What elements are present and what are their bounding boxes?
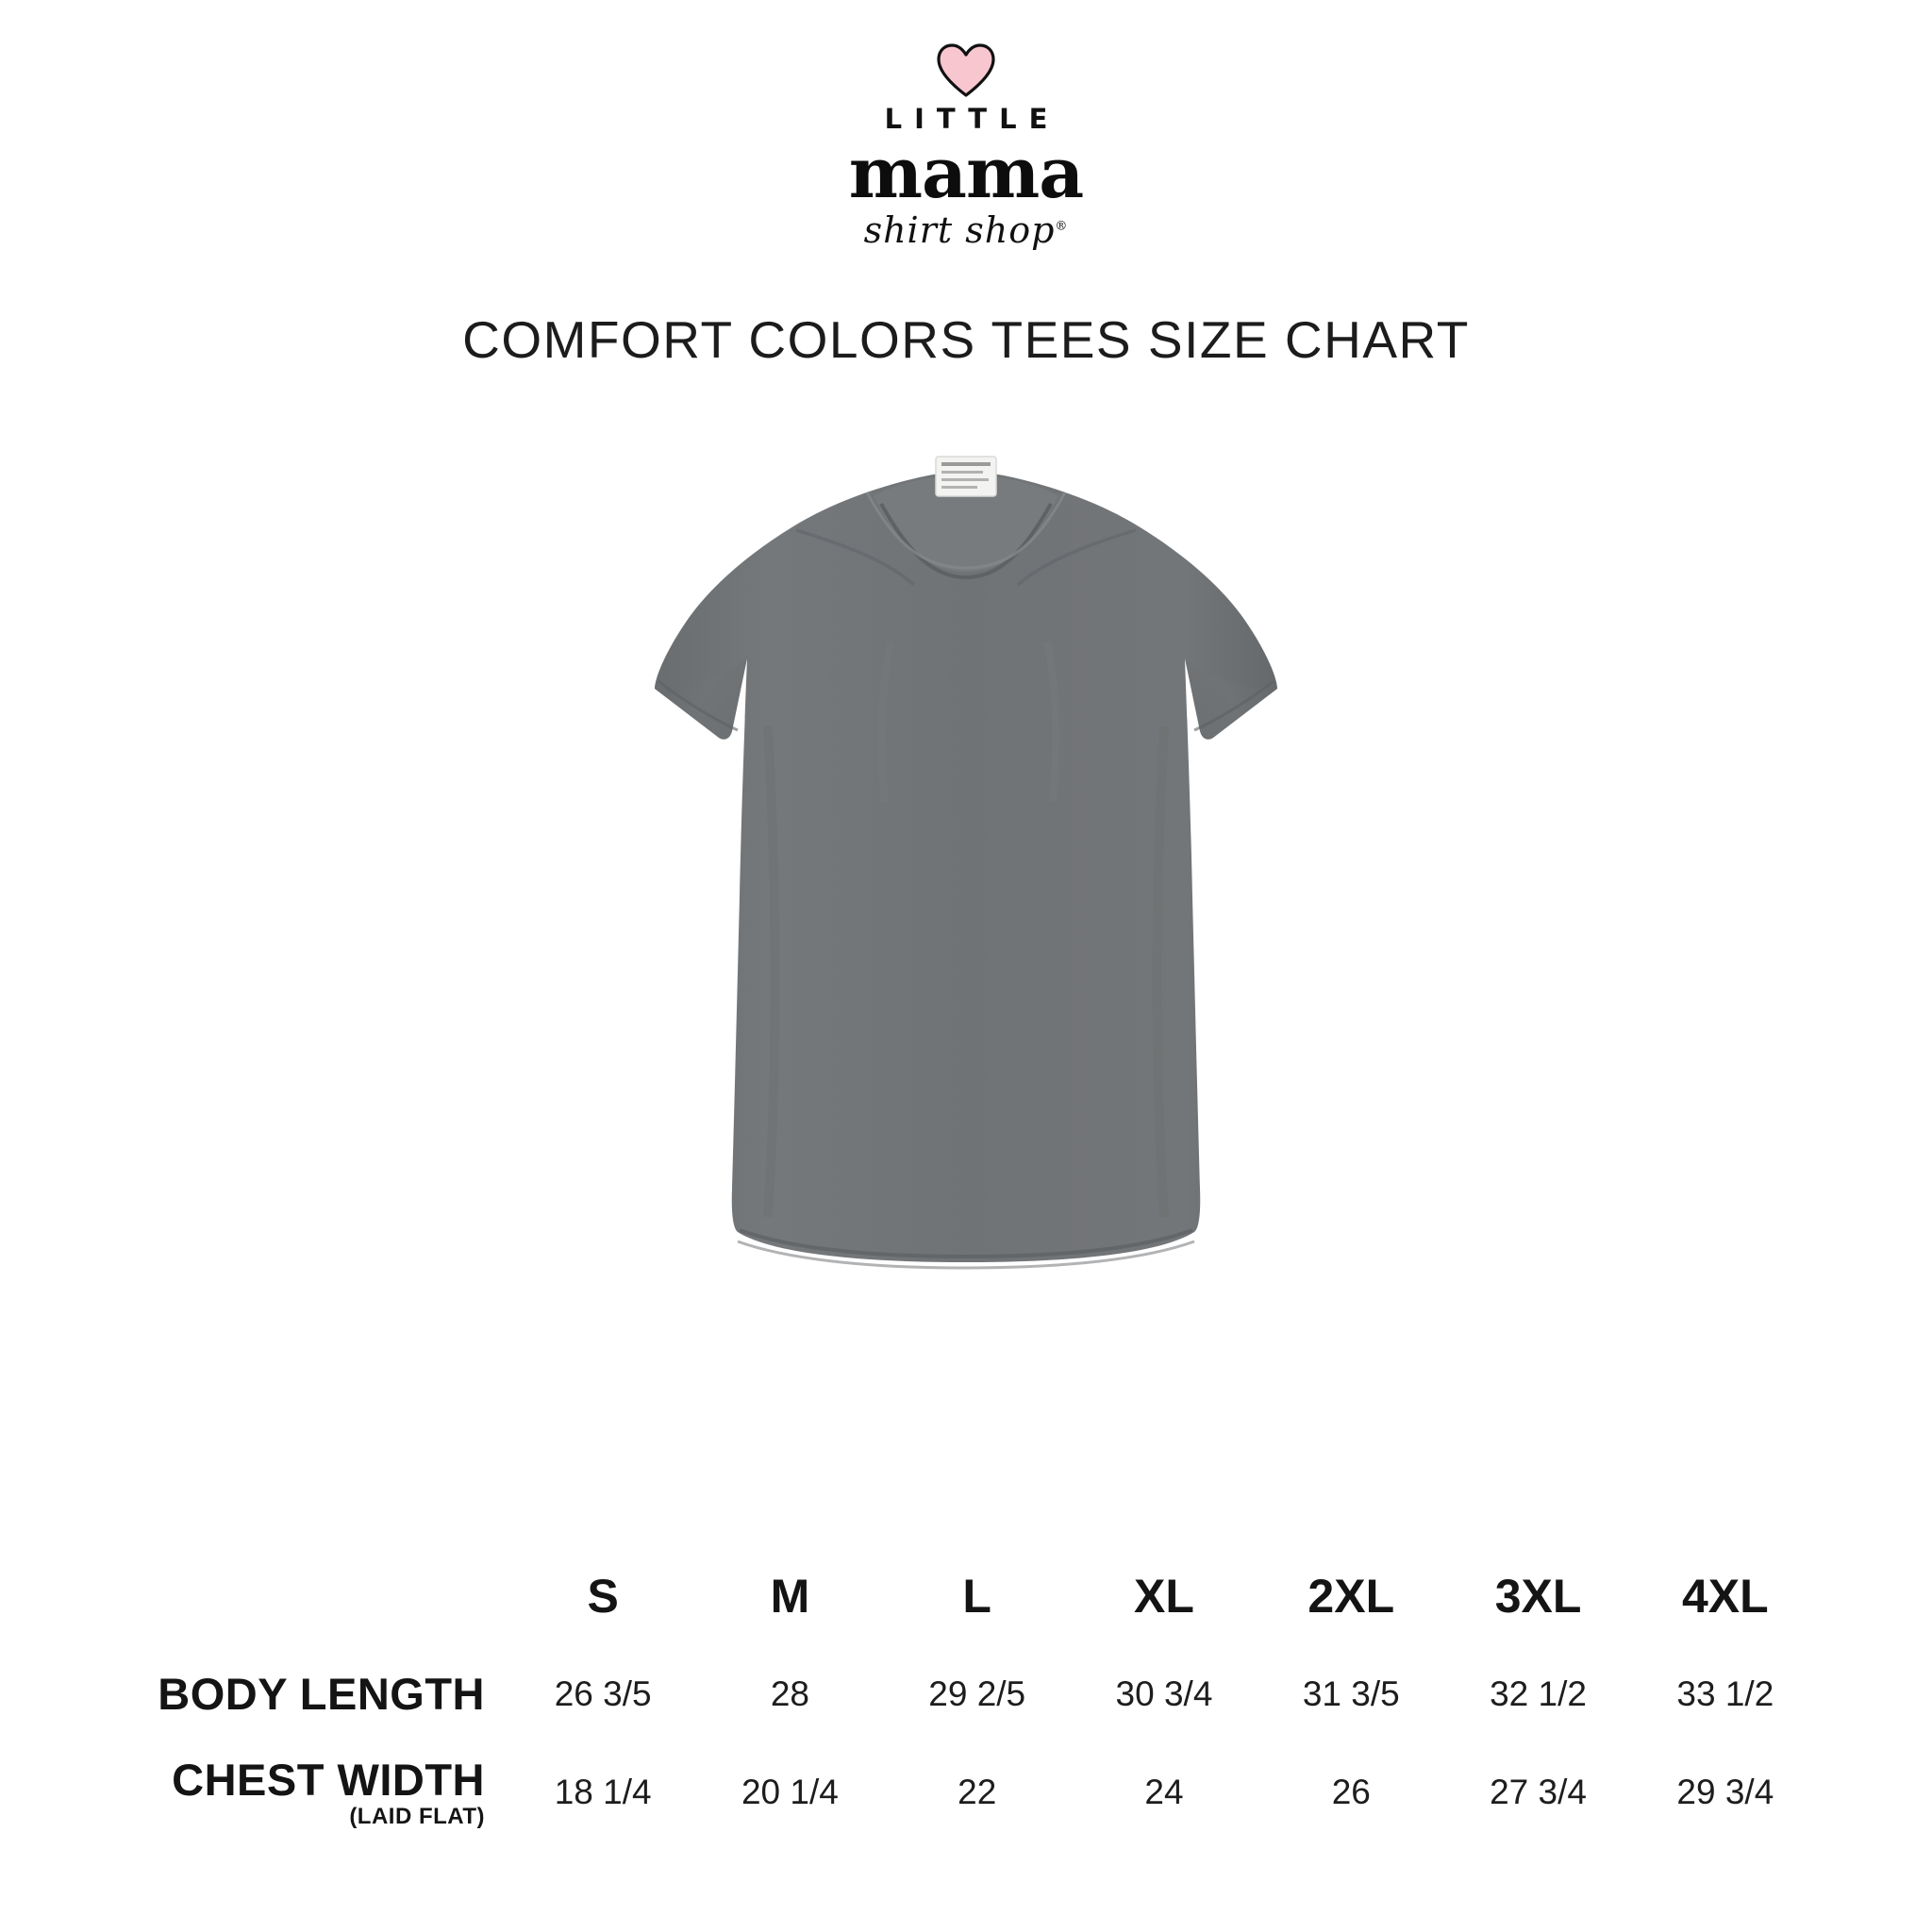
size-chart-table [113,1564,1819,1841]
product-image-area [0,406,1932,1349]
brand-shirtshop-text: shirt shop [863,209,1056,252]
body-length-2xl: 31 3/5 [1302,1674,1400,1713]
brand-line-mama: mama [848,133,1084,214]
header-corner-cell [113,1564,509,1645]
row-label-chest-width-sub: (LAID FLAT) [349,1804,485,1830]
size-header-3xl: 3XL [1494,1570,1582,1623]
chest-width-xl: 24 [1144,1773,1184,1811]
body-length-m: 28 [770,1674,809,1713]
brand-line-shirtshop [864,211,1069,251]
heart-icon [937,43,995,98]
size-header-xl: XL [1134,1570,1194,1623]
grey-tshirt-photo [485,406,1447,1330]
body-length-s: 26 3/5 [554,1674,652,1713]
page-title: COMFORT COLORS TEES SIZE CHART [462,310,1470,370]
size-header-2xl: 2XL [1307,1570,1395,1623]
chest-width-s: 18 1/4 [554,1773,652,1811]
body-length-l: 29 2/5 [928,1674,1026,1713]
chest-width-2xl: 26 [1331,1773,1371,1811]
chest-width-3xl: 27 3/4 [1490,1773,1587,1811]
table-row-chest-width [113,1743,1819,1841]
registered-mark: ® [1055,219,1069,234]
size-header-l: L [962,1570,991,1623]
size-header-s: S [587,1570,619,1623]
body-length-4xl: 33 1/2 [1676,1674,1774,1713]
table-row-body-length [113,1645,1819,1743]
chest-width-m: 20 1/4 [741,1773,839,1811]
row-label-chest-width [113,1743,509,1841]
size-header-4xl: 4XL [1681,1570,1769,1623]
size-header-m: M [770,1570,810,1623]
brand-logo [0,0,1932,251]
row-label-body-length: BODY LENGTH [158,1669,485,1720]
brand-line-little: LITTLE [884,103,1060,135]
row-label-chest-width-main: CHEST WIDTH [172,1754,485,1805]
table-header-row [113,1564,1819,1645]
body-length-3xl: 32 1/2 [1490,1674,1587,1713]
body-length-xl: 30 3/4 [1115,1674,1213,1713]
chest-width-4xl: 29 3/4 [1676,1773,1774,1811]
chest-width-l: 22 [958,1773,997,1811]
